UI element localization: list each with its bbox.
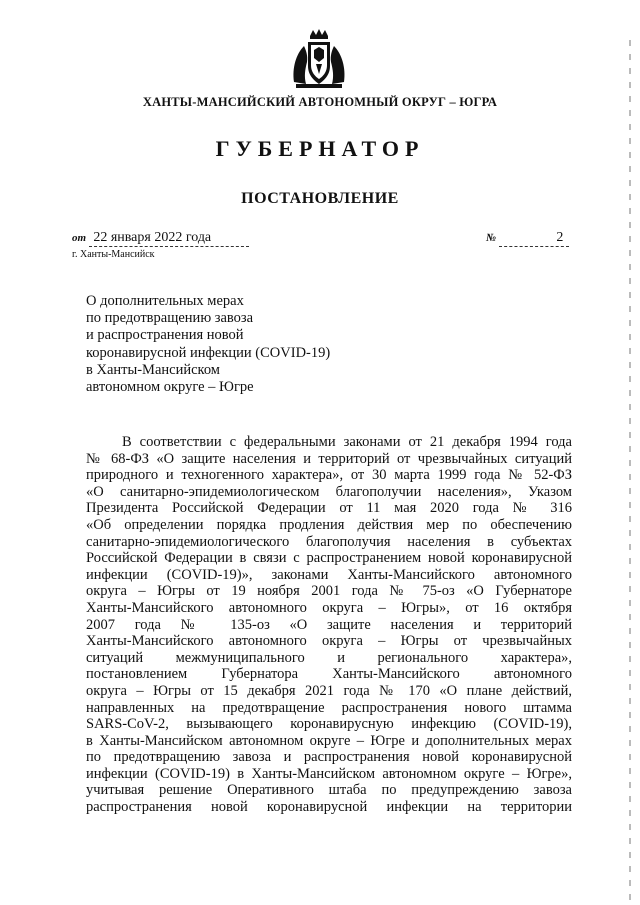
date-value: 22 января 2022 года <box>89 230 249 247</box>
body-line: SARS-CoV-2, вызывающего коронавирусную инфекцию (COVID-19), <box>86 716 572 733</box>
body-line: постановлением Губернатора Ханты-Мансийского автономного <box>86 666 572 683</box>
body-line: В соответствии с федеральными законами от 21 декабря 1994 года <box>122 434 572 450</box>
body-line: Президента Российской Федерации от 11 мая 2020 года № 316 <box>86 500 572 517</box>
authority-title: ГУБЕРНАТОР <box>215 136 425 161</box>
body-line: инфекции (COVID-19)», законами Ханты-Мансийского автономного <box>86 566 572 583</box>
body-line: округа – Югры от 15 декабря 2021 года № 170 «О плане действий, <box>86 682 572 699</box>
body-line: направленных на предотвращение распространения нового штамма <box>86 699 572 716</box>
number-prefix: № <box>486 232 497 244</box>
body-line: Ханты-Мансийского автономного округа – Югры от чрезвычайных <box>86 633 572 650</box>
body-line: природного и техногенного характера», от 30 марта 1999 года № 52-ФЗ <box>86 467 572 484</box>
subject-line: автономном округе – Югре <box>86 379 254 396</box>
body-line: Российской Федерации в связи с распространением новой коронавирусной <box>86 550 572 567</box>
subject-line: в Ханты-Мансийском <box>86 361 220 378</box>
body-line: «О санитарно-эпидемиологическом благополучии населения», Указом <box>86 483 572 500</box>
subject-line: О дополнительных мерах <box>86 293 244 309</box>
coat-of-arms-icon <box>290 28 348 90</box>
number-value: 2 <box>499 230 569 247</box>
body-line: учитывая решение Оперативного штаба по предупреждению завоза <box>86 782 572 799</box>
scan-edge-artifact <box>629 40 631 900</box>
subject-line: коронавирусной инфекции (COVID-19) <box>86 344 331 361</box>
body-line: распространения новой коронавирусной инфекции на территории <box>86 799 572 816</box>
body-line: округа – Югры от 19 ноября 2001 года № 75-оз «О Губернаторе <box>86 583 572 600</box>
body-line: по предотвращению завоза и распространения новой коронавирусной <box>86 749 572 766</box>
region-name: ХАНТЫ-МАНСИЙСКИЙ АВТОНОМНЫЙ ОКРУГ – ЮГРА <box>142 95 498 109</box>
document-type: ПОСТАНОВЛЕНИЕ <box>241 190 399 207</box>
body-line: ситуаций межмуниципального и регионального характера», <box>86 649 572 666</box>
body-line: 2007 года № 135-оз «О защите населения и территорий <box>86 616 572 633</box>
document-subject <box>86 293 330 396</box>
city: г. Ханты-Мансийск <box>72 249 155 260</box>
subject-line: по предотвращению завоза <box>86 310 254 327</box>
body-line: «Об определении порядка продления действия мер по обеспечению <box>86 516 572 533</box>
body-line: в Ханты-Мансийском автономном округе – Югре и дополнительных мерах <box>86 732 572 749</box>
body-line: № 68-ФЗ «О защите населения и территорий от чрезвычайных ситуаций <box>86 450 572 467</box>
document-date <box>72 229 249 247</box>
body-line: санитарно-эпидемиологического благополучия населения в субъектах <box>86 533 572 550</box>
body-line: инфекции (COVID-19) в Ханты-Мансийском автономном округе – Югре», <box>86 765 572 782</box>
body-line: Ханты-Мансийского автономного округа – Югры», от 16 октября <box>86 599 572 616</box>
document-number <box>486 229 569 247</box>
subject-line: и распространения новой <box>86 327 244 344</box>
document-body <box>86 434 572 816</box>
date-prefix: от <box>72 232 87 244</box>
